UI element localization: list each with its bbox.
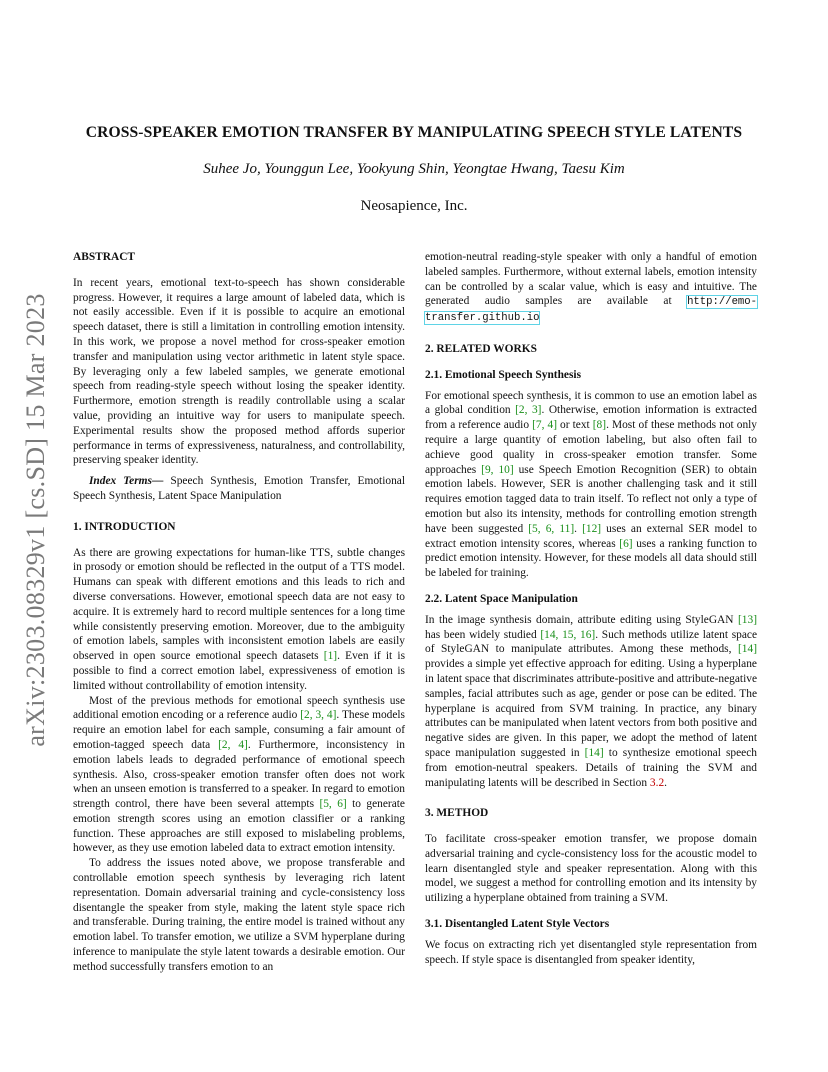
section-reference-link[interactable]: 3.2: [649, 776, 665, 789]
citation-link[interactable]: [5, 6]: [319, 798, 347, 811]
citation-link[interactable]: [5, 6, 11]: [528, 522, 575, 535]
subsection-2-2-heading: 2.2. Latent Space Manipulation: [425, 592, 578, 605]
method-heading: 3. METHOD: [425, 807, 489, 820]
subsection-3-1-heading: 3.1. Disentangled Latent Style Vectors: [425, 918, 610, 931]
citation-link[interactable]: [7, 4]: [532, 419, 557, 432]
method-paragraph-2: We focus on extracting rich yet disentangled style representation from speech. If style space is disentangled from speaker identity,: [425, 938, 757, 966]
citation-link[interactable]: [13]: [738, 613, 757, 626]
citation-link[interactable]: [2, 3]: [515, 404, 542, 417]
related-paragraph-2: In the image synthesis domain, attribute editing using StyleGAN [13] has been widely studied [14, 15, 16]. Such methods utilize latent space of StyleGAN to manipulate attributes. Among these methods, [14] provides a simple yet effective approach for editing. Using a hyperplane in latent space that discriminates attribute-positive and attribute-negative samples, facial attributes such as age, gender or pose can be edited. The hyperplane is acquired from SVM training. In practice, any binary attributes can be manipulated when latent vectors from both positive and negative sides are given. In this paper, we adopt the method of latent space manipulation suggested in [14] to synthesize emotional speech from emotion-neutral speakers. Details of training the SVM and manipulating latents will be described in Section 3.2.: [425, 613, 758, 789]
related-paragraph-1: For emotional speech synthesis, it is common to use an emotion label as a global condition [2, 3]. Otherwise, emotion information is extracted from a reference audio [7, 4] or text [8]. Most of these methods not only require a large quantity of emotion labeling, but also often fail to achieve good quality in cross-speaker emotion transfer. Some approaches [9, 10] use Speech Emotion Recognition (SER) to obtain emotion labels. However, SER is another challenging task and it still requires emotion tagged data to train itself. To reflect not only a type of emotion but also its intensity, methods for controlling emotion strength have been suggested [5, 6, 11]. [12] uses an external SER model to extract emotion intensity scores, whereas [6] uses a ranking function to predict emotion intensity. However, for these models all data should still be labeled for training.: [425, 389, 758, 580]
citation-link[interactable]: [14]: [738, 643, 757, 656]
abstract-text: In recent years, emotional text-to-speech has shown considerable progress. However, it requires a large amount of labeled data, which is not easily accessible. Even if it is possible to acquire an emotional speech dataset, there is still a limitation in controlling emotion intensity. In this work, we propose a novel method for cross-speaker emotion transfer and manipulation using vector arithmetic in latent style space. By leveraging only a few labeled samples, we generate emotional speech from reading-style speech without losing the speaker identity. Furthermore, emotion strength is readily controllable using a scalar value, providing an intuitive way for users to manipulate speech. Experimental results show the proposed method affords superior performance in terms of expressiveness, naturalness, and controllability, preserving speaker identity.: [73, 276, 405, 467]
citation-link[interactable]: [14]: [584, 746, 604, 759]
method-paragraph: To facilitate cross-speaker emotion transfer, we propose domain adversarial training and cycle-consistency loss for the acoustic model to learn disentangled style and speaker representation. Along with this model, we suggest a method for controlling emotion and its intensity by utilizing a hyperplane obtained from training a SVM.: [425, 833, 757, 905]
citation-link[interactable]: [8]: [592, 419, 607, 432]
intro-continuation: emotion-neutral reading-style speaker with only a handful of emotion labeled samples. Furthermore, without external labels, emotion intensity can be controlled by a scalar value, which is easy and intuitive. The generated audio samples are available at http://emo-transfer.github.io: [425, 251, 757, 325]
arxiv-identifier-sidebar: [8, 280, 64, 760]
abstract-heading: ABSTRACT: [73, 251, 136, 263]
intro-paragraph-3: To address the issues noted above, we propose transferable and controllable emotion speech synthesis by leveraging rich latent representation. Domain adversarial training and cycle-consistency loss disentangle the speaker from style, making the latent style space rich and transferable. During training, the entire model is trained without any emotion label. To transfer emotion, we utilize a SVM hyperplane during inference to manipulate the style latent towards a desirable emotion. Our method successfully transfers emotion to an: [73, 857, 405, 973]
citation-link[interactable]: [1]: [323, 650, 338, 663]
citation-link[interactable]: [6]: [619, 537, 633, 550]
audio-samples-link[interactable]: http://emo-transfer.github.io: [425, 296, 757, 325]
affiliation: Neosapience, Inc.: [360, 198, 468, 214]
arxiv-identifier: arXiv:2303.08329v1 [cs.SD] 15 Mar 2023: [21, 293, 50, 747]
related-works-heading: 2. RELATED WORKS: [425, 342, 537, 355]
paper-title: CROSS-SPEAKER EMOTION TRANSFER BY MANIPULATING SPEECH STYLE LATENTS: [85, 124, 743, 141]
index-terms: [73, 474, 405, 504]
citation-link[interactable]: [2, 4]: [218, 738, 248, 751]
intro-paragraph-1: As there are growing expectations for human-like TTS, subtle changes in prosody or emotion should be reflected in the output of a TTS model. Humans can speak with different emotions and this leads to rich and diverse conversations. However, emotional speech data are not easy to acquire. It is extremely hard to record multiple sentences for a long time while consistently preserving emotion. Moreover, due to the ambiguity of emotion labels, samples with inconsistent emotion labels are easily observed in open source emotional speech datasets [1]. Even if it is possible to find a correct emotion label, expressiveness of emotion is limited without controllability of emotion intensity.: [73, 546, 405, 692]
citation-link[interactable]: [2, 3, 4]: [300, 709, 337, 722]
index-terms-label: Index Terms—: [89, 475, 164, 488]
citation-link[interactable]: [14, 15, 16]: [540, 628, 596, 641]
intro-paragraph-2: Most of the previous methods for emotional speech synthesis use additional emotion encoding or a reference audio [2, 3, 4]. These models require an emotion label for each sample, consuming a fair amount of emotion-tagged speech data [2, 4]. Furthermore, inconsistency in emotion labels leads to degraded performance of emotional speech synthesis. Also, cross-speaker emotion transfer often does not work when an unseen emotion is transferred to a speaker. In regard to emotion strength control, there have been several attempts [5, 6] to generate emotion strength scores using an emotion classifier or a ranking function. These approaches are still exposed to mislabeling problems, however, as they use emotion labeled data to extract emotion intensity.: [73, 694, 405, 855]
right-column: [425, 250, 757, 967]
author-list: Suhee Jo, Younggun Lee, Yookyung Shin, Yeongtae Hwang, Taesu Kim: [203, 161, 625, 177]
citation-link[interactable]: [12]: [582, 522, 602, 535]
left-column: [73, 250, 405, 975]
introduction-heading: 1. INTRODUCTION: [73, 520, 176, 533]
index-terms-list: Speech Synthesis, Emotion Transfer, Emotional Speech Synthesis, Latent Space Manipulation: [73, 475, 405, 502]
citation-link[interactable]: [9, 10]: [481, 463, 514, 476]
subsection-2-1-heading: 2.1. Emotional Speech Synthesis: [425, 368, 582, 381]
